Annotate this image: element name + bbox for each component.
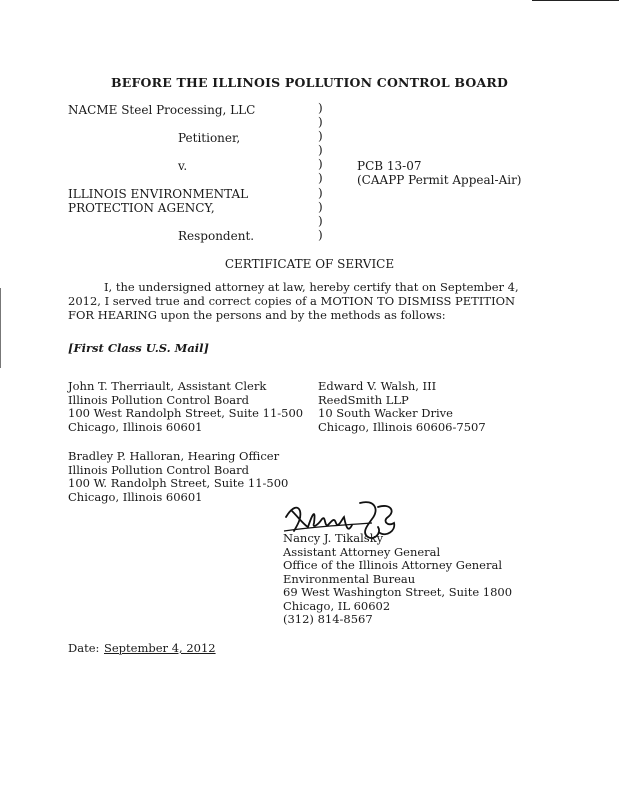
respondent-name-line1: ILLINOIS ENVIRONMENTAL: [68, 187, 249, 201]
versus-label: v.: [178, 159, 188, 173]
service-method: [First Class U.S. Mail]: [68, 341, 209, 355]
case-number: PCB 13-07: [357, 159, 422, 173]
respondent-name-line2: PROTECTION AGENCY,: [68, 201, 215, 215]
petitioner-role: Petitioner,: [178, 131, 241, 145]
scan-edge-line: [0, 288, 1, 368]
recipient-address: John T. Therriault, Assistant Clerk Illinois Pollution Control Board 100 West Randolph Street, Suite 11-500 Chicago, Illinois 60601: [68, 379, 304, 434]
certificate-title: CERTIFICATE OF SERVICE: [224, 257, 395, 271]
top-edge-line: [532, 0, 619, 1]
respondent-role: Respondent.: [178, 229, 255, 243]
date-label: Date:: [68, 641, 100, 655]
recipient-address: Bradley P. Halloran, Hearing Officer Illinois Pollution Control Board 100 W. Randolph Street, Suite 11-500 Chicago, Illinois 60601: [68, 449, 289, 504]
petitioner-name: NACME Steel Processing, LLC: [68, 103, 256, 117]
certificate-body: I, the undersigned attorney at law, hereby certify that on September 4, 2012, I served true and correct copies of a MOTION TO DISMISS PETITION FOR HEARING upon the persons and by the methods as follows:: [68, 280, 519, 322]
caption-divider: ) ) ) ) ) ) ) ) ) ): [318, 101, 323, 242]
signer-name: Nancy J. Tikalsky: [283, 531, 384, 545]
case-type: (CAAPP Permit Appeal-Air): [357, 173, 522, 187]
date-value: September 4, 2012: [104, 641, 216, 655]
signature-block: Nancy J. Tikalsky Assistant Attorney General Office of the Illinois Attorney General Environmental Bureau 69 West Washington Street, Suite 1800 Chicago, IL 60602 (312) 814-8567: [283, 531, 513, 626]
document-heading: BEFORE THE ILLINOIS POLLUTION CONTROL BOARD: [110, 75, 509, 90]
recipient-address: Edward V. Walsh, III ReedSmith LLP 10 South Wacker Drive Chicago, Illinois 60606-7507: [318, 379, 486, 434]
